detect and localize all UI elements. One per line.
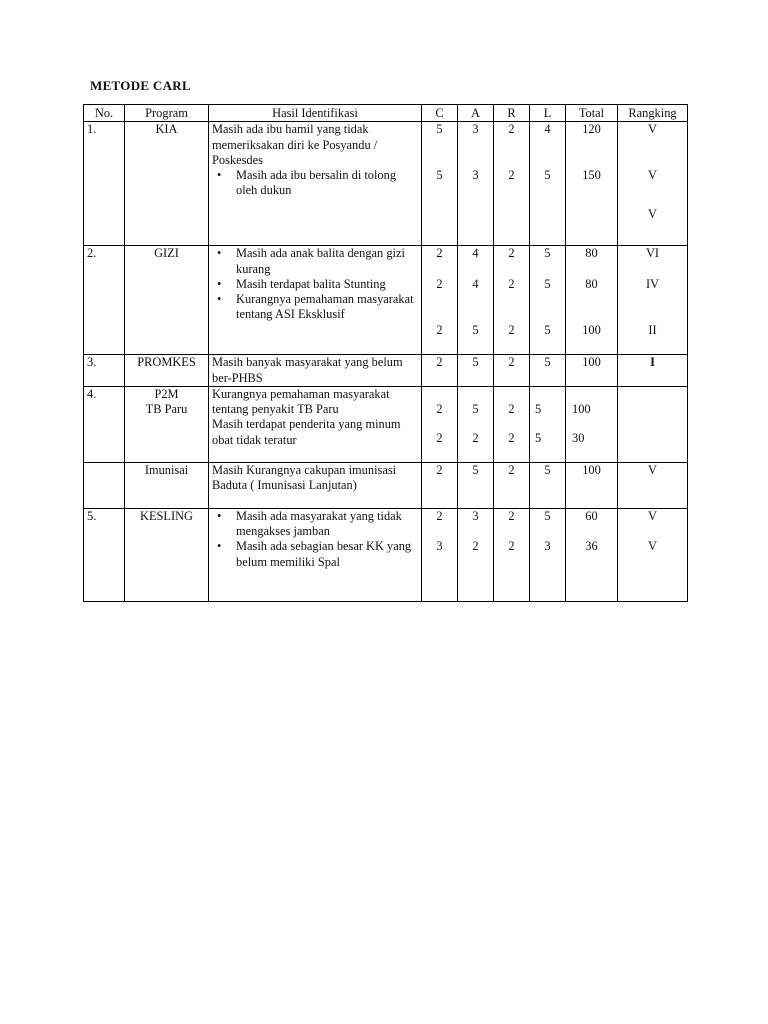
- identification-cell: [209, 462, 422, 508]
- identification-bullet-item: • Masih ada anak balita dengan gizi kurang: [212, 246, 418, 277]
- identification-text: Masih ada ibu hamil yang tidak memeriksakan diri ke Posyandu / Poskesdes: [212, 122, 378, 167]
- header-program: Program: [125, 105, 209, 122]
- score-a: 3: [472, 508, 479, 523]
- score-c: 5: [436, 122, 443, 137]
- row-number: 3.: [84, 355, 125, 387]
- score-l: 5: [530, 462, 566, 508]
- score-total: 80: [585, 276, 598, 291]
- score-r: 2: [508, 508, 515, 523]
- score-l: 3: [544, 539, 551, 554]
- score-a: 5: [458, 462, 494, 508]
- program-name: KESLING: [125, 508, 209, 601]
- row-number: [84, 462, 125, 508]
- rank-value: II: [648, 322, 657, 337]
- rank-value: V: [648, 167, 657, 182]
- row-number: 2.: [84, 246, 125, 355]
- score-r: 2: [508, 322, 515, 337]
- table-row: [84, 355, 688, 387]
- score-a: 3: [472, 122, 479, 137]
- header-hasil-identifikasi: Hasil Identifikasi: [209, 105, 422, 122]
- score-r: 2: [508, 276, 515, 291]
- table-row: [84, 462, 688, 508]
- score-r: 2: [508, 167, 515, 182]
- carl-method-table: [83, 104, 688, 602]
- program-cell: [125, 386, 209, 462]
- score-c: 2: [422, 462, 458, 508]
- score-total: 150: [582, 167, 601, 182]
- rank-value: I: [618, 355, 688, 387]
- score-total: 100: [566, 462, 618, 508]
- row-number: 4.: [84, 386, 125, 462]
- rank-empty: [618, 386, 688, 462]
- score-total: 100: [582, 322, 601, 337]
- score-l: 5: [544, 276, 551, 291]
- score-a: 5: [472, 401, 479, 416]
- score-l: 5: [544, 246, 551, 261]
- identification-bullet-item: • Masih terdapat balita Stunting: [212, 277, 418, 292]
- header-a: A: [458, 105, 494, 122]
- table-header-row: [84, 105, 688, 122]
- program-name: PROMKES: [125, 355, 209, 387]
- score-total: 60: [585, 508, 598, 523]
- score-r: 2: [494, 462, 530, 508]
- table-row: [84, 508, 688, 601]
- identification-text: Masih terdapat penderita yang minum obat tidak teratur: [212, 417, 401, 447]
- rank-value: V: [648, 539, 657, 554]
- score-total: 30: [572, 431, 585, 446]
- identification-bullet-item: • Masih ada masyarakat yang tidak mengakses jamban: [212, 509, 418, 540]
- score-l: 5: [544, 322, 551, 337]
- score-a: 4: [472, 246, 479, 261]
- score-a: 4: [472, 276, 479, 291]
- header-rangking: Rangking: [618, 105, 688, 122]
- identification-text: Masih banyak masyarakat yang belum ber-PHBS: [212, 355, 403, 385]
- score-c: 2: [436, 246, 443, 261]
- identification-text: Masih Kurangnya cakupan imunisasi Baduta ( Imunisasi Lanjutan): [212, 462, 397, 493]
- header-no: No.: [84, 105, 125, 122]
- header-total: Total: [566, 105, 618, 122]
- table-row: [84, 246, 688, 355]
- program-name: P2M: [154, 386, 179, 401]
- rank-value: V: [648, 508, 657, 523]
- score-total: 36: [585, 539, 598, 554]
- rank-value: IV: [645, 276, 660, 291]
- score-l: 5: [544, 167, 551, 182]
- score-l: 5: [535, 431, 542, 446]
- score-a: 5: [458, 355, 494, 387]
- score-c: 2: [436, 431, 443, 446]
- score-r: 2: [508, 122, 515, 137]
- score-a: 2: [472, 539, 479, 554]
- score-r: 2: [508, 401, 515, 416]
- identification-cell: [209, 386, 422, 462]
- identification-bullet-item: • Masih ada sebagian besar KK yang belum memiliki Spal: [212, 539, 418, 570]
- identification-cell: [209, 355, 422, 387]
- score-r: 2: [508, 539, 515, 554]
- rank-value: V: [618, 462, 688, 508]
- header-r: R: [494, 105, 530, 122]
- table-row: [84, 386, 688, 462]
- score-total: 100: [572, 401, 591, 416]
- score-c: 5: [436, 167, 443, 182]
- score-total: 80: [585, 246, 598, 261]
- score-a: 3: [472, 167, 479, 182]
- score-l: 4: [544, 122, 551, 137]
- row-number: 1.: [84, 122, 125, 246]
- score-c: 2: [436, 276, 443, 291]
- rank-value: VI: [645, 246, 660, 261]
- identification-bullet-item: • Masih ada ibu bersalin di tolong oleh dukun: [212, 168, 418, 199]
- score-r: 2: [508, 246, 515, 261]
- score-l: 5: [535, 401, 542, 416]
- row-number: 5.: [84, 508, 125, 601]
- score-r: 2: [494, 355, 530, 387]
- score-c: 2: [436, 401, 443, 416]
- score-total: 100: [566, 355, 618, 387]
- program-name: Imunisai: [125, 462, 209, 508]
- header-c: C: [422, 105, 458, 122]
- score-c: 2: [436, 322, 443, 337]
- program-name: GIZI: [125, 246, 209, 355]
- score-r: 2: [508, 431, 515, 446]
- identification-bullet-item: • Kurangnya pemahaman masyarakat tentang ASI Eksklusif: [212, 292, 418, 323]
- identification-cell: [209, 508, 422, 601]
- identification-text: Kurangnya pemahaman masyarakat tentang penyakit TB Paru: [212, 386, 390, 417]
- score-l: 5: [530, 355, 566, 387]
- score-total: 120: [582, 122, 601, 137]
- score-a: 5: [472, 322, 479, 337]
- program-name: KIA: [125, 122, 209, 246]
- rank-value: V: [648, 206, 657, 221]
- score-l: 5: [544, 508, 551, 523]
- identification-cell: [209, 122, 422, 246]
- score-c: 2: [422, 355, 458, 387]
- score-c: 3: [436, 539, 443, 554]
- identification-cell: [209, 246, 422, 355]
- document-title: METODE CARL: [90, 78, 191, 93]
- program-subname: TB Paru: [145, 402, 188, 417]
- header-l: L: [530, 105, 566, 122]
- table-row: [84, 122, 688, 246]
- score-c: 2: [436, 508, 443, 523]
- rank-value: V: [648, 122, 657, 137]
- score-a: 2: [472, 431, 479, 446]
